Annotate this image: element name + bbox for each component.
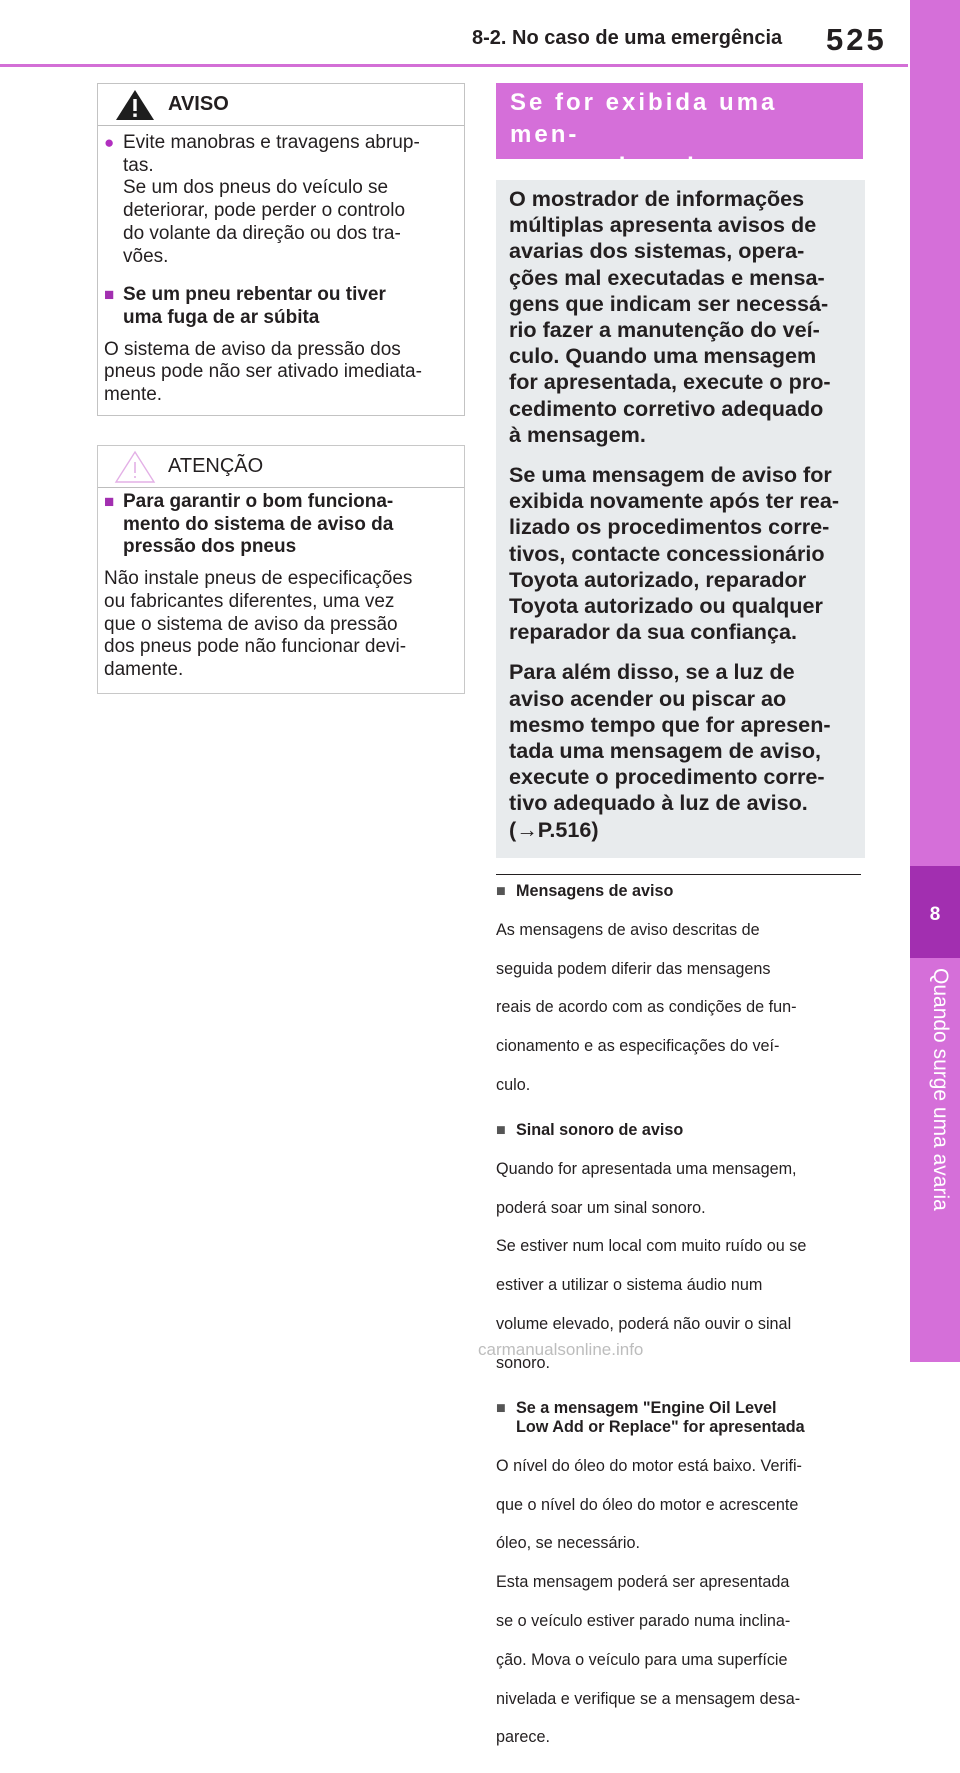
note-title-line: Sinal sonoro de aviso — [516, 1120, 684, 1139]
note-line: seguida podem diferir das mensagens — [496, 959, 771, 978]
topic-title-line: Se for exibida uma men- — [510, 89, 778, 148]
intro-line: tada uma mensagem de aviso, — [509, 738, 822, 764]
chapter-number: 8 — [929, 904, 941, 925]
note-line: nivelada e verifique se a mensagem desa- — [496, 1689, 801, 1708]
note-line: ção. Mova o veículo para uma superfície — [496, 1650, 788, 1669]
warning-body-line: pneus pode não ser ativado imediata- — [104, 361, 422, 383]
warning-bullet — [104, 132, 448, 268]
note-line: estiver a utilizar o sistema áudio num — [496, 1276, 763, 1295]
note-line: O nível do óleo do motor está baixo. Verifi- — [496, 1456, 802, 1475]
square-bullet-icon: ■ — [496, 882, 506, 900]
caution-subheading-line: mento do sistema de aviso da — [123, 513, 394, 535]
topic-title — [496, 83, 863, 180]
warning-subheading-line: uma fuga de ar súbita — [123, 306, 320, 328]
page-reference-link[interactable]: (→P.516) — [509, 816, 599, 842]
warning-body-line: mente. — [104, 384, 163, 406]
caution-subheading — [104, 491, 448, 559]
warning-box-header — [98, 84, 464, 126]
warning-bullet-line: tas. — [123, 154, 154, 176]
warning-bullet-line: deteriorar, pode perder o controlo — [123, 200, 406, 222]
intro-box — [496, 180, 865, 858]
note-body — [496, 1437, 866, 1767]
note-line: Quando for apresentada uma mensagem, — [496, 1159, 797, 1178]
caution-subheading-line: Para garantir o bom funciona- — [123, 491, 394, 512]
intro-line: ções mal executadas e mensa- — [509, 264, 825, 290]
note-title-line: Low Add or Replace" for apresentada — [516, 1417, 805, 1436]
circle-bullet-icon: ● — [104, 133, 115, 152]
note-line: Esta mensagem poderá ser apresentada — [496, 1573, 790, 1592]
note-line: culo. — [496, 1076, 531, 1095]
note-title — [496, 1399, 866, 1438]
intro-line: Toyota autorizado ou qualquer — [509, 593, 823, 619]
caution-box-title: ATENÇÃO — [168, 455, 264, 477]
intro-line: tivo adequado à luz de aviso. — [509, 790, 808, 816]
intro-line: Toyota autorizado, reparador — [509, 566, 807, 592]
watermark: carmanualsonline.info — [478, 1340, 644, 1359]
caution-box — [97, 445, 465, 694]
intro-line: execute o procedimento corre- — [509, 764, 825, 790]
note-line: poderá soar um sinal sonoro. — [496, 1198, 706, 1217]
intro-paragraph — [509, 659, 855, 842]
warning-box-title: AVISO — [168, 93, 229, 115]
intro-line: avarias dos sistemas, opera- — [509, 238, 805, 264]
note-item — [496, 882, 866, 1115]
note-line: As mensagens de aviso descritas de — [496, 920, 760, 939]
caution-box-header — [98, 446, 464, 488]
caution-body-line: damente. — [104, 658, 184, 680]
notes-divider — [496, 874, 861, 875]
intro-paragraph — [509, 462, 855, 645]
intro-line: culo. Quando uma mensagem — [509, 343, 817, 369]
note-title-line: Se a mensagem "Engine Oil Level — [516, 1398, 777, 1417]
intro-line: à mensagem. — [509, 421, 646, 447]
note-line: parece. — [496, 1728, 550, 1747]
note-line: se o veículo estiver parado numa inclina- — [496, 1612, 791, 1631]
warning-bullet-line: vões. — [123, 245, 169, 267]
warning-bullet-line: do volante da direção ou dos tra- — [123, 222, 401, 244]
note-title — [496, 882, 866, 901]
warning-body-text — [104, 339, 448, 407]
intro-line: aviso acender ou piscar ao — [509, 685, 787, 711]
note-title-line: Mensagens de aviso — [516, 882, 674, 900]
warning-box-body — [98, 126, 464, 407]
note-line: sonoro. — [496, 1353, 550, 1372]
section-title: 8-2. No caso de uma emergência — [472, 27, 783, 49]
warning-body-line: O sistema de aviso da pressão dos — [104, 338, 401, 360]
caution-box-body — [98, 491, 464, 682]
caution-subheading-line: pressão dos pneus — [123, 536, 297, 558]
note-title — [496, 1121, 866, 1140]
notes-section — [496, 882, 866, 1773]
warning-subheading-line: Se um pneu rebentar ou tiver — [123, 284, 386, 306]
warning-bullet-line: Evite manobras e travagens abrup- — [123, 132, 420, 153]
caution-triangle-icon — [114, 450, 156, 484]
square-bullet-icon: ■ — [104, 285, 115, 305]
note-line: Se estiver num local com muito ruído ou se — [496, 1237, 807, 1256]
intro-line: cedimento corretivo adequado — [509, 395, 824, 421]
intro-line: exibida novamente após ter rea- — [509, 488, 840, 514]
warning-bullet-line: Se um dos pneus do veículo se — [123, 177, 389, 199]
caution-body-line: que o sistema de aviso da pressão — [104, 613, 398, 635]
warning-subheading — [104, 284, 448, 329]
caution-body-line: ou fabricantes diferentes, uma vez — [104, 590, 395, 612]
square-bullet-icon: ■ — [496, 1398, 506, 1417]
chapter-title: Quando surge uma avaria — [929, 968, 952, 1211]
intro-line: tivos, contacte concessionário — [509, 540, 825, 566]
square-bullet-icon: ■ — [104, 492, 115, 511]
note-line: volume elevado, poderá não ouvir o sinal — [496, 1314, 792, 1333]
intro-line: lizado os procedimentos corre- — [509, 514, 830, 540]
intro-line: gens que indicam ser necessá- — [509, 290, 829, 316]
note-body — [496, 901, 866, 1114]
note-line: óleo, se necessário. — [496, 1534, 640, 1553]
intro-paragraph — [509, 186, 855, 448]
intro-line: rio fazer a manutenção do veí- — [509, 317, 820, 343]
intro-line: Para além disso, se a luz de — [509, 659, 795, 685]
intro-line: for apresentada, execute o pro- — [509, 369, 831, 395]
intro-line: mesmo tempo que for apresen- — [509, 711, 831, 737]
page-number: 525 — [826, 22, 887, 57]
caution-body-text — [104, 568, 448, 682]
caution-body-line: dos pneus pode não funcionar devi- — [104, 636, 407, 658]
intro-line: Se uma mensagem de aviso for — [509, 462, 832, 488]
note-line: reais de acordo com as condições de fun- — [496, 998, 797, 1017]
warning-box — [97, 83, 465, 416]
intro-line: reparador da sua confiança. — [509, 619, 798, 645]
note-line: cionamento e as especificações do veí- — [496, 1037, 780, 1056]
caution-body-line: Não instale pneus de especificações — [104, 568, 413, 590]
intro-line: O mostrador de informações — [509, 186, 805, 211]
intro-line: múltiplas apresenta avisos de — [509, 212, 817, 238]
note-item — [496, 1399, 866, 1768]
topic-title-line: sagem de aviso — [510, 153, 731, 180]
warning-triangle-icon — [114, 88, 156, 122]
header-divider — [0, 64, 908, 67]
square-bullet-icon: ■ — [496, 1120, 506, 1139]
note-line: que o nível do óleo do motor e acrescente — [496, 1495, 799, 1514]
